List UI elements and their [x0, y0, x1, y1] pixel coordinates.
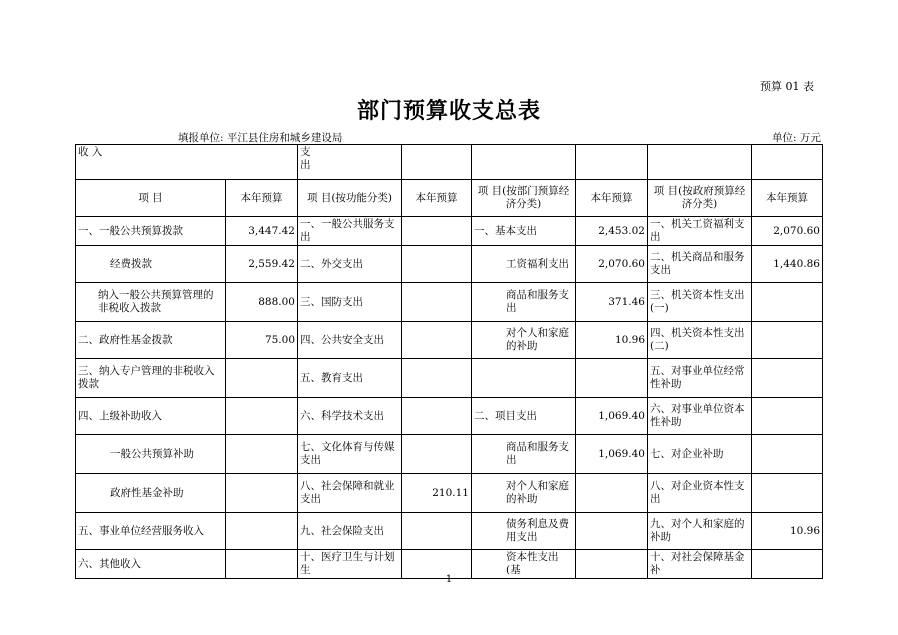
- item-cell: 对个人和家庭的补助: [472, 474, 576, 513]
- filing-unit: 填报单位: 平江县住房和城乡建设局: [178, 132, 343, 144]
- budget-amount-cell: 371.46: [576, 283, 648, 322]
- table-row: [76, 359, 823, 398]
- item-cell: 一、基本支出: [472, 217, 576, 246]
- item-cell: 四、公共安全支出: [298, 322, 402, 359]
- item-cell: 三、国防支出: [298, 283, 402, 322]
- table-row: [76, 474, 823, 513]
- col-header: 本年预算: [226, 180, 298, 217]
- budget-amount-cell: [752, 322, 823, 359]
- item-cell: 二、项目支出: [472, 398, 576, 435]
- col-header: 项 目(按功能分类): [298, 180, 402, 217]
- budget-amount-cell: 2,453.02: [576, 217, 648, 246]
- item-cell: 七、对企业补助: [648, 435, 752, 474]
- group-header-row: [76, 145, 823, 180]
- expense-group-label: 支出: [300, 146, 311, 171]
- header-blank: [648, 145, 752, 180]
- budget-amount-cell: 10.96: [752, 513, 823, 550]
- item-cell: 九、对个人和家庭的补助: [648, 513, 752, 550]
- budget-amount-cell: 1,069.40: [576, 435, 648, 474]
- item-cell: 二、外交支出: [298, 246, 402, 283]
- budget-amount-cell: 10.96: [576, 322, 648, 359]
- item-cell: 二、机关商品和服务支出: [648, 246, 752, 283]
- item-cell: 政府性基金补助: [76, 474, 226, 513]
- budget-amount-cell: [226, 359, 298, 398]
- budget-amount-cell: [226, 513, 298, 550]
- budget-amount-cell: [402, 398, 472, 435]
- table-row: [76, 217, 823, 246]
- col-header: 项 目: [76, 180, 226, 217]
- item-cell: 债务利息及费用支出: [472, 513, 576, 550]
- item-cell: 资本性支出(基: [472, 550, 576, 579]
- budget-amount-cell: [226, 435, 298, 474]
- budget-amount-cell: [402, 322, 472, 359]
- budget-amount-cell: [752, 359, 823, 398]
- budget-amount-cell: [402, 513, 472, 550]
- item-cell: 商品和服务支出: [472, 283, 576, 322]
- item-cell: 经费拨款: [76, 246, 226, 283]
- budget-amount-cell: [226, 398, 298, 435]
- currency-unit: 单位: 万元: [772, 132, 821, 144]
- budget-amount-cell: [402, 217, 472, 246]
- item-cell: 二、政府性基金拨款: [76, 322, 226, 359]
- budget-amount-cell: [576, 513, 648, 550]
- table-row: [76, 435, 823, 474]
- item-cell: 五、事业单位经营服务收入: [76, 513, 226, 550]
- item-cell: 五、对事业单位经常性补助: [648, 359, 752, 398]
- budget-amount-cell: [752, 435, 823, 474]
- item-cell: 一、一般公共预算拨款: [76, 217, 226, 246]
- item-cell: 六、其他收入: [76, 550, 226, 579]
- budget-amount-cell: [576, 474, 648, 513]
- budget-amount-cell: [402, 283, 472, 322]
- budget-amount-cell: [402, 246, 472, 283]
- col-header: 项 目(按部门预算经济分类): [472, 180, 576, 217]
- budget-amount-cell: 1,069.40: [576, 398, 648, 435]
- table-row: [76, 246, 823, 283]
- item-cell: 七、文化体育与传媒支出: [298, 435, 402, 474]
- item-cell: 一、机关工资福利支出: [648, 217, 752, 246]
- item-cell: 六、科学技术支出: [298, 398, 402, 435]
- budget-amount-cell: 2,070.60: [576, 246, 648, 283]
- col-header: 项 目(按政府预算经济分类): [648, 180, 752, 217]
- page-title: 部门预算收支总表: [356, 99, 541, 124]
- item-cell: 纳入一般公共预算管理的非税收入拨款: [76, 283, 226, 322]
- header-blank: [402, 145, 472, 180]
- budget-amount-cell: [576, 359, 648, 398]
- budget-amount-cell: 210.11: [402, 474, 472, 513]
- budget-amount-cell: 1,440.86: [752, 246, 823, 283]
- item-cell: 四、上级补助收入: [76, 398, 226, 435]
- item-cell: 商品和服务支出: [472, 435, 576, 474]
- item-cell: [472, 359, 576, 398]
- budget-amount-cell: 3,447.42: [226, 217, 298, 246]
- col-header: 本年预算: [752, 180, 823, 217]
- expense-group-header: [298, 145, 402, 180]
- budget-table: [75, 144, 823, 579]
- budget-amount-cell: 75.00: [226, 322, 298, 359]
- item-cell: 八、对企业资本性支出: [648, 474, 752, 513]
- budget-amount-cell: [226, 474, 298, 513]
- item-cell: 十、对社会保障基金补: [648, 550, 752, 579]
- header-blank: [576, 145, 648, 180]
- item-cell: 十、医疗卫生与计划生: [298, 550, 402, 579]
- item-cell: 对个人和家庭的补助: [472, 322, 576, 359]
- budget-amount-cell: [752, 474, 823, 513]
- column-header-row: [76, 180, 823, 217]
- table-row: [76, 513, 823, 550]
- income-group-header: 收 入: [76, 145, 298, 180]
- header-blank: [752, 145, 823, 180]
- item-cell: 工资福利支出: [472, 246, 576, 283]
- item-cell: 八、社会保障和就业支出: [298, 474, 402, 513]
- item-cell: 九、社会保险支出: [298, 513, 402, 550]
- col-header: 本年预算: [402, 180, 472, 217]
- table-row: [76, 398, 823, 435]
- page-number: 1: [445, 574, 453, 585]
- budget-amount-cell: 2,559.42: [226, 246, 298, 283]
- budget-amount-cell: 888.00: [226, 283, 298, 322]
- form-number: 预算 01 表: [760, 80, 814, 93]
- budget-amount-cell: [402, 359, 472, 398]
- table-row: [76, 283, 823, 322]
- item-cell: 三、机关资本性支出(一): [648, 283, 752, 322]
- budget-amount-cell: [752, 398, 823, 435]
- col-header: 本年预算: [576, 180, 648, 217]
- budget-amount-cell: [752, 283, 823, 322]
- item-cell: 四、机关资本性支出(二): [648, 322, 752, 359]
- item-cell: 六、对事业单位资本性补助: [648, 398, 752, 435]
- item-cell: 一、一般公共服务支出: [298, 217, 402, 246]
- header-blank: [472, 145, 576, 180]
- budget-amount-cell: [402, 435, 472, 474]
- budget-amount-cell: 2,070.60: [752, 217, 823, 246]
- item-cell: 一般公共预算补助: [76, 435, 226, 474]
- item-cell: 五、教育支出: [298, 359, 402, 398]
- item-cell: 三、纳入专户管理的非税收入拨款: [76, 359, 226, 398]
- table-row: [76, 322, 823, 359]
